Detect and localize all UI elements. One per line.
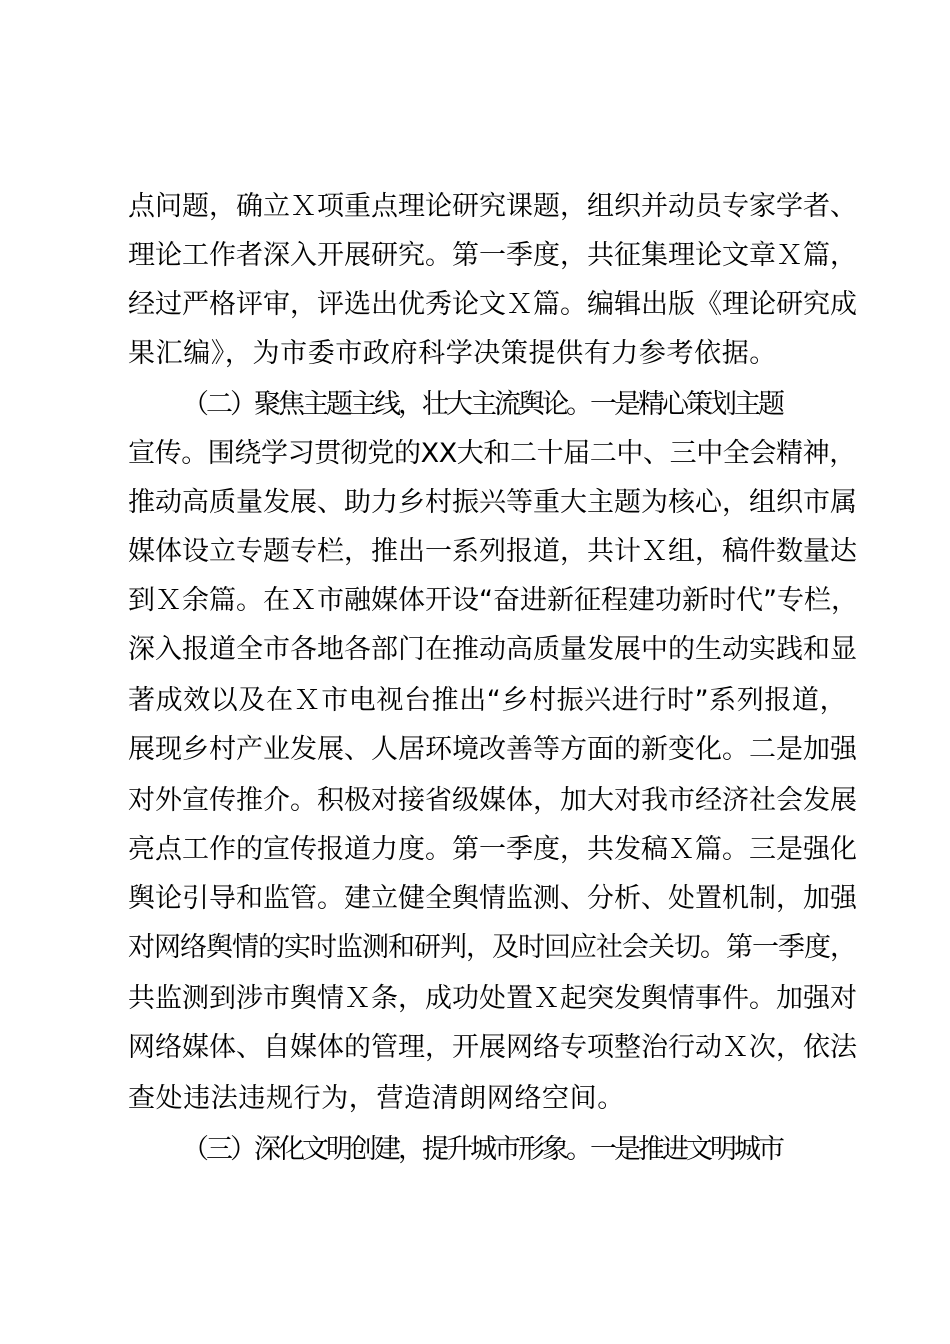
- text-line: 共监测到涉市舆情Ｘ条，成功处置Ｘ起突发舆情事件。加强对: [128, 983, 857, 1014]
- text-line: 著成效以及在Ｘ市电视台推出“乡村振兴进行时”系列报道，: [128, 685, 848, 716]
- text-line: 媒体设立专题专栏，推出一系列报道，共计Ｘ组，稿件数量达: [128, 536, 857, 567]
- text-line: 推动高质量发展、助力乡村振兴等重大主题为核心，组织市属: [128, 487, 857, 518]
- text-line: 宣传。围绕学习贯彻党的XX大和二十届二中、三中全会精神，: [128, 438, 856, 469]
- text-line: 展现乡村产业发展、人居环境改善等方面的新变化。二是加强: [128, 734, 857, 765]
- text-line: 对网络舆情的实时监测和研判，及时回应社会关切。第一季度，: [128, 932, 856, 963]
- text-line: 对外宣传推介。积极对接省级媒体，加大对我市经济社会发展: [128, 785, 857, 816]
- text-line: 深入报道全市各地各部门在推动高质量发展中的生动实践和显: [128, 634, 857, 665]
- text-line: 舆论引导和监管。建立健全舆情监测、分析、处置机制，加强: [128, 883, 857, 914]
- text-line: 到Ｘ余篇。在Ｘ市融媒体开设“奋进新征程建功新时代”专栏，: [128, 585, 858, 616]
- text-line: 查处违法违规行为，营造清朗网络空间。: [128, 1083, 625, 1114]
- text-line: 网络媒体、自媒体的管理，开展网络专项整治行动Ｘ次，依法: [128, 1032, 857, 1063]
- text-line: 理论工作者深入开展研究。第一季度，共征集理论文章Ｘ篇，: [128, 240, 857, 271]
- text-line: 经过严格评审，评选出优秀论文Ｘ篇。编辑出版《理论研究成: [128, 289, 857, 320]
- text-line: 亮点工作的宣传报道力度。第一季度，共发稿Ｘ篇。三是强化: [128, 834, 857, 865]
- paragraph-heading-line: （二）聚焦主题主线，壮大主流舆论。一是精心策划主题: [182, 389, 782, 420]
- text-line: 果汇编》，为市委市政府科学决策提供有力参考依据。: [128, 338, 777, 369]
- text-line: 点问题，确立Ｘ项重点理论研究课题，组织并动员专家学者、: [128, 191, 857, 222]
- paragraph-heading-line: （三）深化文明创建，提升城市形象。一是推进文明城市: [182, 1134, 782, 1165]
